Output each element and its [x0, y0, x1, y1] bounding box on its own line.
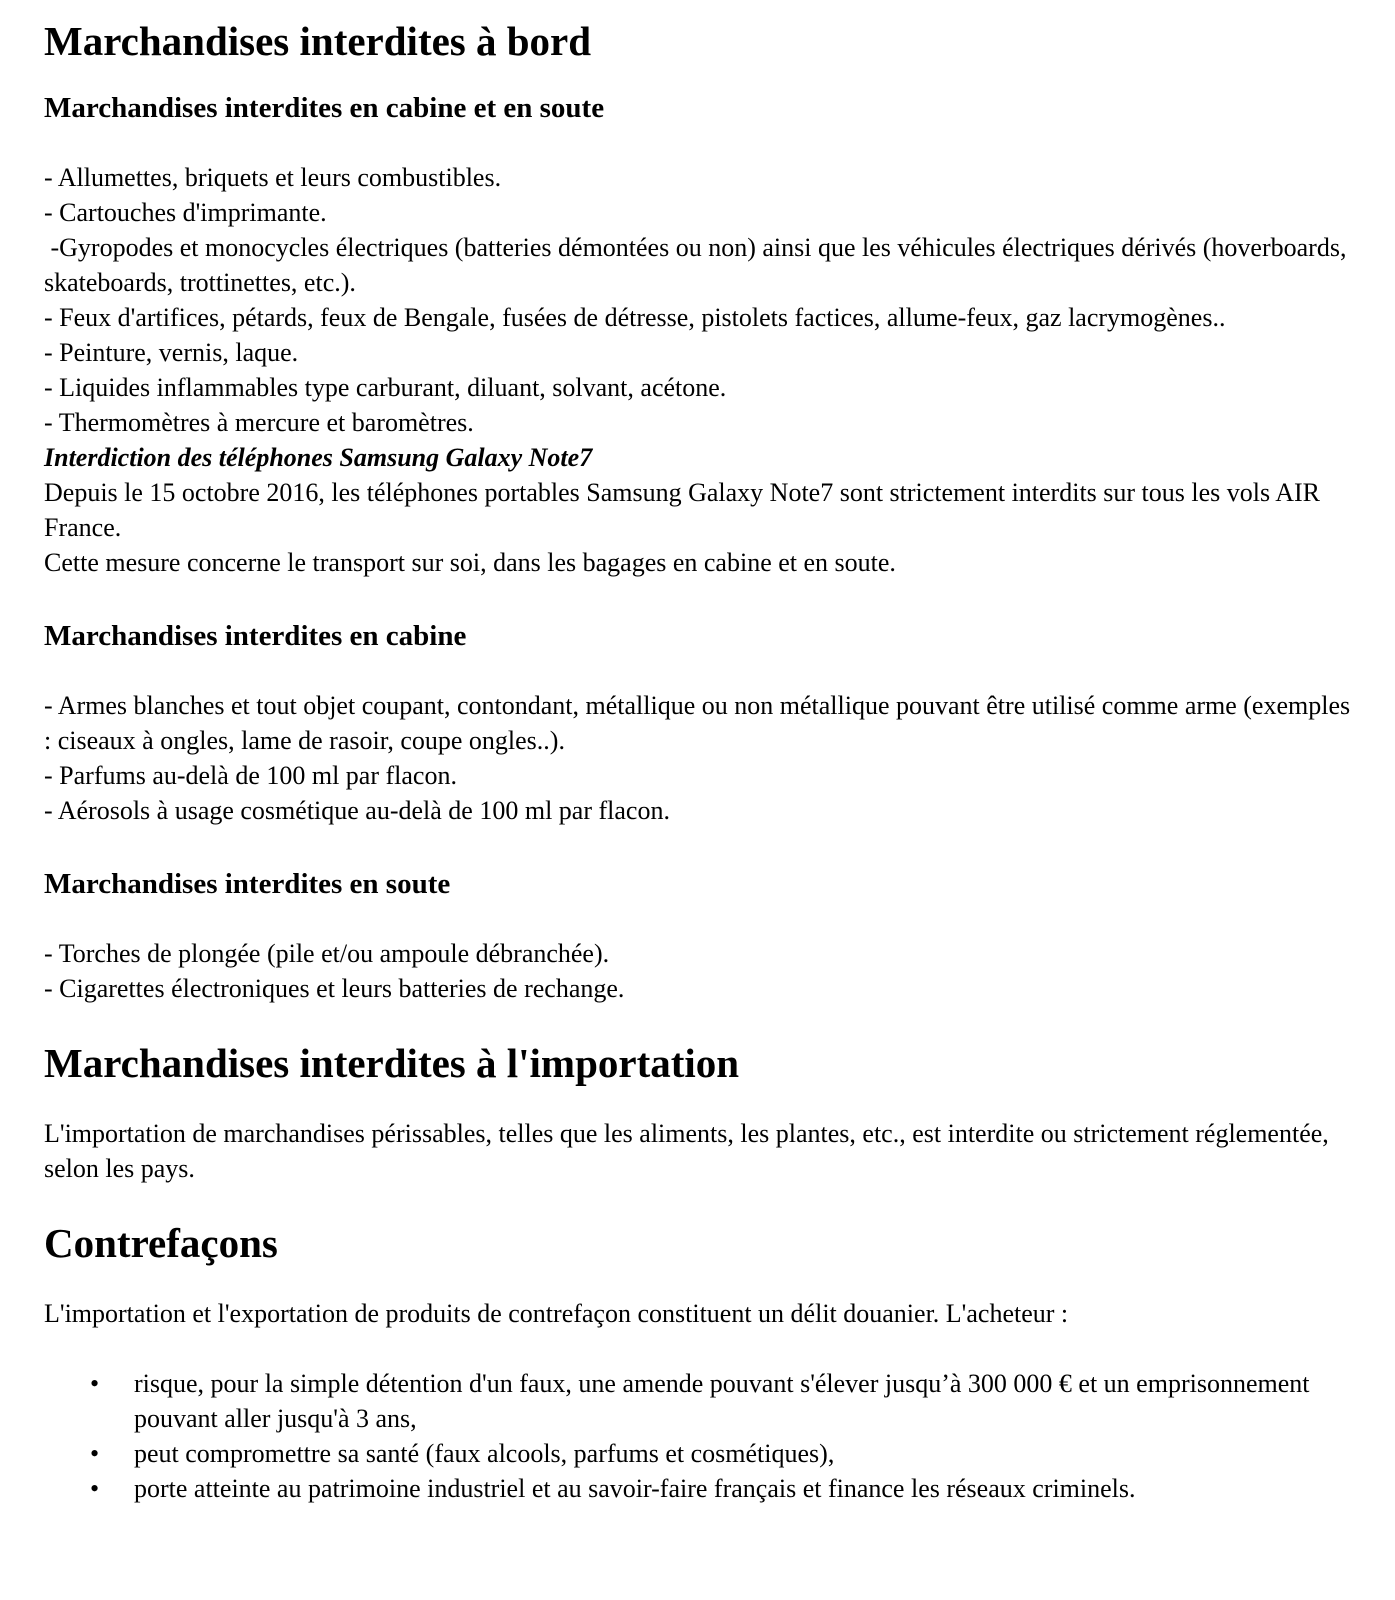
list-item: -Gyropodes et monocycles électriques (batteries démontées ou non) ainsi que les véhicules électriques dérivés (hoverboards, skateboards, trottinettes, etc.).	[44, 233, 1353, 297]
import-text: L'importation de marchandises périssables, telles que les aliments, les plantes, etc., est interdite ou strictement réglementée, selon les pays.	[44, 1119, 1329, 1183]
subsection-title-cabin-and-hold: Marchandises interdites en cabine et en soute	[44, 92, 605, 124]
note-text: Depuis le 15 octobre 2016, les téléphones portables Samsung Galaxy Note7 sont strictement interdits sur tous les vols AIR France.	[44, 478, 1320, 542]
list-item: - Feux d'artifices, pétards, feux de Bengale, fusées de détresse, pistolets factices, allume-feux, gaz lacrymogènes..	[44, 303, 1226, 332]
bullet-item: • peut compromettre sa santé (faux alcools, parfums et cosmétiques),	[134, 1436, 1351, 1471]
bullet-item: • risque, pour la simple détention d'un faux, une amende pouvant s'élever jusqu’à 300 000 € et un emprisonnement pouvant aller jusqu'à 3 ans,	[134, 1366, 1351, 1436]
counterfeits-bullet-list	[44, 1366, 1351, 1506]
subsection-title-cabin: Marchandises interdites en cabine	[44, 620, 467, 652]
section-title-forbidden-on-board: Marchandises interdites à bord	[44, 18, 592, 64]
list-item: - Armes blanches et tout objet coupant, contondant, métallique ou non métallique pouvant être utilisé comme arme (exemples : ciseaux à ongles, lame de rasoir, coupe ongles..).	[44, 691, 1351, 755]
list-item: - Aérosols à usage cosmétique au-delà de 100 ml par flacon.	[44, 796, 670, 825]
list-item: - Liquides inflammables type carburant, diluant, solvant, acétone.	[44, 373, 727, 402]
note-text: Cette mesure concerne le transport sur soi, dans les bagages en cabine et en soute.	[44, 548, 896, 577]
note-title-samsung: Interdiction des téléphones Samsung Galaxy Note7	[44, 443, 593, 472]
subsection-title-hold: Marchandises interdites en soute	[44, 868, 451, 900]
list-item: - Cigarettes électroniques et leurs batteries de rechange.	[44, 974, 625, 1003]
list-item: - Cartouches d'imprimante.	[44, 198, 327, 227]
cabin-and-hold-list	[44, 160, 1351, 440]
list-item: - Allumettes, briquets et leurs combustibles.	[44, 163, 502, 192]
list-item: - Parfums au-delà de 100 ml par flacon.	[44, 761, 457, 790]
hold-list	[44, 936, 1351, 1006]
list-item: - Torches de plongée (pile et/ou ampoule débranchée).	[44, 939, 610, 968]
list-item: - Thermomètres à mercure et baromètres.	[44, 408, 474, 437]
list-item: - Peinture, vernis, laque.	[44, 338, 299, 367]
cabin-list	[44, 688, 1351, 828]
counterfeits-text: L'importation et l'exportation de produits de contrefaçon constituent un délit douanier. L'acheteur :	[44, 1299, 1069, 1328]
section-title-import: Marchandises interdites à l'importation	[44, 1040, 740, 1086]
bullet-item: • porte atteinte au patrimoine industriel et au savoir-faire français et finance les réseaux criminels.	[134, 1471, 1351, 1506]
section-title-counterfeits: Contrefaçons	[44, 1220, 278, 1266]
